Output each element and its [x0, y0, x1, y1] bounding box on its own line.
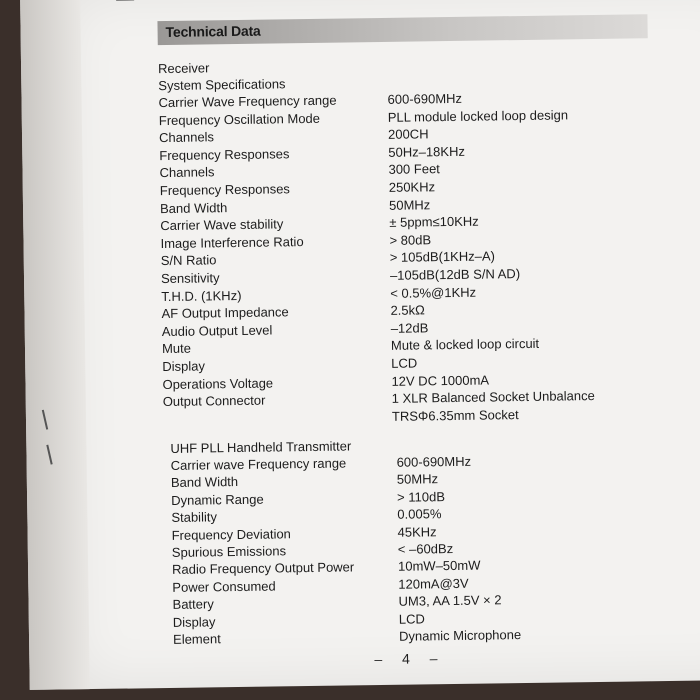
- page-gutter-shadow: [20, 0, 90, 690]
- spec-value: > 105dB(1KHz–A): [389, 248, 496, 266]
- spec-value: < 0.5%@1KHz: [390, 284, 477, 301]
- spec-label: AF Output Impedance: [161, 304, 289, 322]
- spec-value: 300 Feet: [388, 161, 440, 178]
- spec-value: –105dB(12dB S/N AD): [389, 266, 521, 283]
- spec-value: Dynamic Microphone: [398, 627, 522, 644]
- spec-value: TRSΦ6.35mm Socket: [391, 406, 519, 424]
- spec-value: 2.5kΩ: [390, 302, 425, 319]
- spec-label: Band Width: [159, 199, 228, 216]
- spec-value: LCD: [398, 611, 425, 627]
- spec-value: UM3, AA 1.5V × 2: [398, 592, 502, 609]
- spec-label: Image Interference Ratio: [160, 233, 304, 251]
- spec-value: 12V DC 1000mA: [391, 372, 490, 389]
- spec-label: T.H.D. (1KHz): [161, 287, 242, 304]
- spec-value: 600-690MHz: [396, 453, 472, 470]
- spec-value: > 110dB: [397, 488, 446, 505]
- spec-value: 10mW–50mW: [397, 558, 481, 575]
- spec-value: ± 5ppm≤10KHz: [389, 213, 479, 231]
- spec-label: Output Connector: [162, 392, 266, 410]
- spec-label: Operations Voltage: [162, 375, 274, 392]
- section-title: Technical Data: [165, 22, 261, 40]
- spec-label: Carrier Wave stability: [160, 216, 284, 234]
- spec-value: Mute & locked loop circuit: [390, 336, 540, 354]
- section-header-bar: [157, 14, 647, 45]
- spec-value: –12dB: [390, 320, 429, 336]
- spec-value: > 80dB: [389, 232, 432, 248]
- spec-label: Display: [172, 613, 216, 630]
- spec-value: PLL module locked loop design: [387, 106, 569, 125]
- spec-value: 200CH: [387, 126, 429, 143]
- spec-value: 50MHz: [388, 196, 431, 213]
- spec-label: Display: [162, 358, 205, 375]
- spec-label: Band Width: [170, 474, 239, 491]
- spec-label: Radio Frequency Output Power: [172, 559, 355, 578]
- spec-value: 45KHz: [397, 523, 437, 540]
- spec-label: Frequency Oscillation Mode: [158, 110, 321, 128]
- spec-value: 1 XLR Balanced Socket Unbalance: [391, 388, 595, 407]
- spec-label: Frequency Responses: [159, 181, 290, 199]
- spec-label: Element: [172, 631, 221, 647]
- spec-value: 0.005%: [397, 506, 442, 522]
- spec-value: 120mA@3V: [398, 575, 469, 592]
- spec-label: Carrier wave Frequency range: [170, 455, 347, 473]
- spec-value: 600-690MHz: [387, 90, 463, 107]
- spec-label: S/N Ratio: [160, 252, 217, 269]
- spec-label: Carrier Wave Frequency range: [158, 92, 337, 111]
- spec-label: Channels: [158, 129, 215, 146]
- spec-label: Dynamic Range: [171, 491, 264, 508]
- page-number: – 4 –: [374, 650, 446, 668]
- spec-value: 50MHz: [396, 471, 439, 488]
- spec-value: < –60dBz: [397, 541, 454, 557]
- spec-label: Spurious Emissions: [171, 543, 287, 560]
- spec-label: Frequency Responses: [159, 146, 290, 163]
- spec-label: Channels: [159, 164, 215, 181]
- spec-label: Power Consumed: [172, 578, 276, 595]
- spec-value: LCD: [391, 355, 418, 371]
- spec-label: Stability: [171, 509, 218, 526]
- document-page: [20, 0, 700, 690]
- spec-value: 50Hz–18KHz: [388, 143, 466, 160]
- spec-label: Frequency Deviation: [171, 525, 291, 543]
- menu-lines-icon: [116, 0, 134, 5]
- spec-label: Audio Output Level: [161, 322, 273, 339]
- spec-label: Mute: [161, 341, 192, 357]
- spec-value: 250KHz: [388, 179, 436, 195]
- spec-label: Battery: [172, 596, 214, 613]
- spec-label: Sensitivity: [160, 270, 220, 287]
